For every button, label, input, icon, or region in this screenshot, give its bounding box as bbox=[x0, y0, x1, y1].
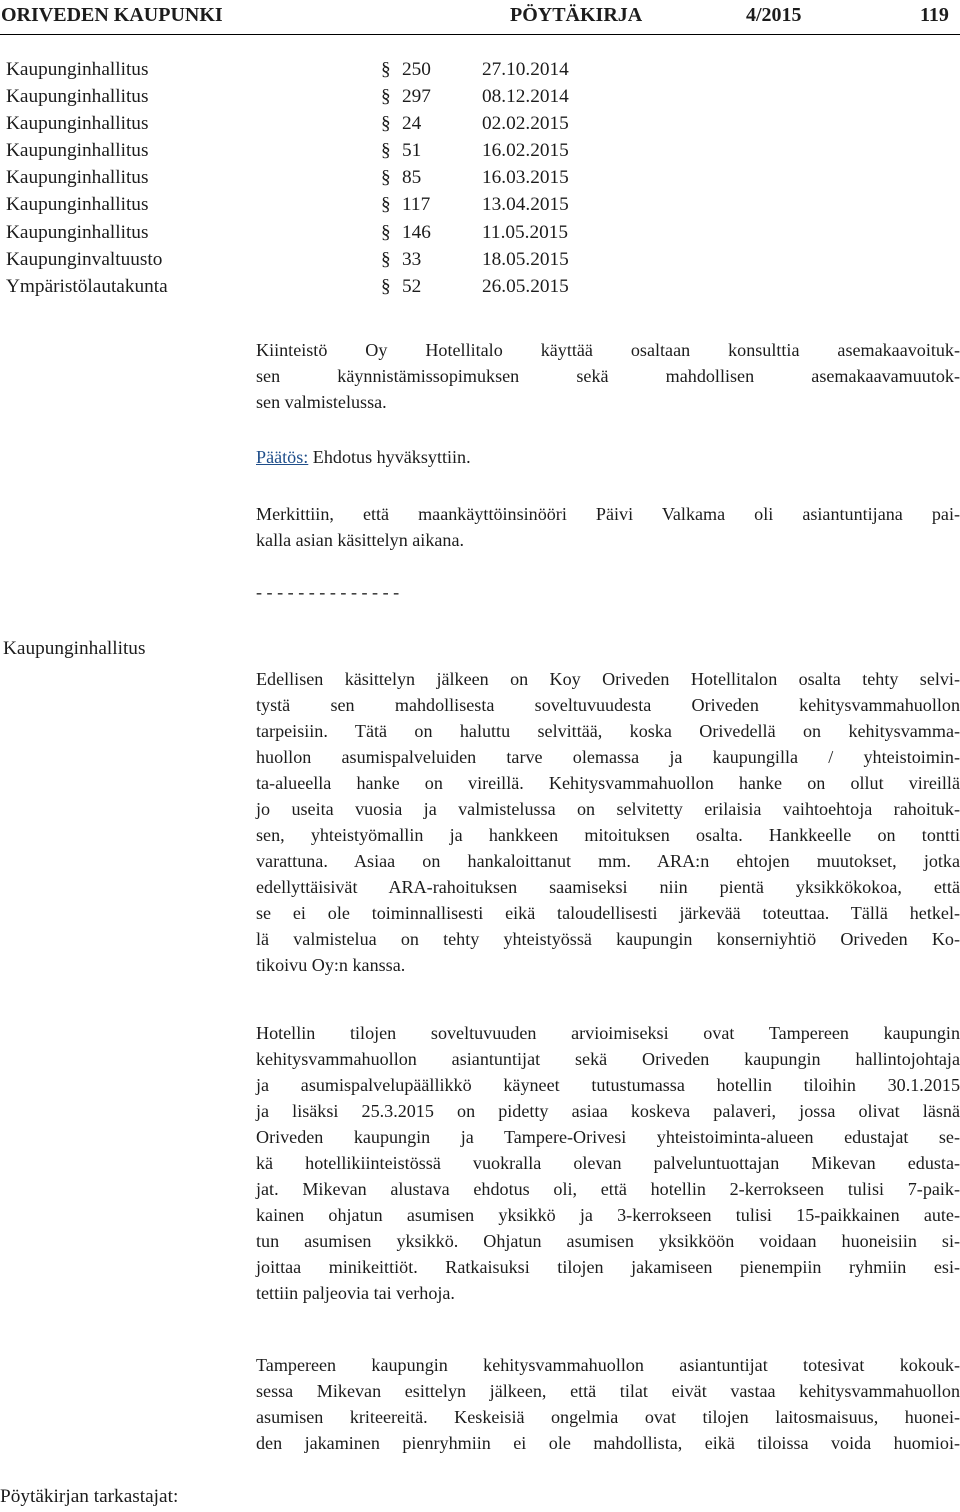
reference-body: Kaupunginhallitus bbox=[6, 59, 149, 80]
intro-paragraph bbox=[256, 337, 960, 415]
reference-number: 146 bbox=[402, 221, 431, 243]
reference-body: Kaupunginhallitus bbox=[6, 86, 149, 108]
text-line: jat. Mikevan alustava ehdotus oli, että hotellin 2-kerrokseen tulisi 7-paik- bbox=[256, 1179, 960, 1199]
text-line: Hotellin tilojen soveltuvuuden arvioimiseksi ovat Tampereen kaupungin bbox=[256, 1023, 960, 1043]
page-number: 119 bbox=[920, 4, 949, 26]
reference-number: 85 bbox=[402, 167, 422, 189]
text-line: sen, yhteistyömallin ja hankkeen mitoituksen osalta. Hankkeelle on tontti bbox=[256, 825, 960, 845]
reference-row bbox=[0, 164, 700, 191]
text-line: tikoivu Oy:n kanssa. bbox=[256, 955, 406, 975]
text-line: kalla asian käsittelyn aikana. bbox=[256, 530, 464, 550]
text-line: jo useita vuosia ja valmistelussa on selvitetty erilaisia vaihtoehtoja rahoituk- bbox=[256, 799, 960, 819]
reference-body: Kaupunginhallitus bbox=[6, 221, 149, 243]
section-sign: § bbox=[381, 248, 391, 270]
reference-row bbox=[0, 137, 700, 164]
reference-number: 33 bbox=[402, 248, 422, 270]
text-line: Tampereen kaupungin kehitysvammahuollon asiantuntijat totesivat kokouk- bbox=[256, 1355, 960, 1375]
text-line: Oriveden kaupungin ja Tampere-Orivesi yhteistoiminta-alueen edustajat se- bbox=[256, 1127, 960, 1147]
reviewers-label: Pöytäkirjan tarkastajat: bbox=[0, 1486, 179, 1507]
text-line: sen valmistelussa. bbox=[256, 392, 387, 412]
text-line: kehitysvammahuollon asiantuntijat sekä Oriveden kaupungin hallintojohtaja bbox=[256, 1049, 960, 1069]
reference-date: 27.10.2014 bbox=[482, 59, 569, 80]
text-line: sen käynnistämissopimuksen sekä mahdollisen asemakaavamuutok- bbox=[256, 366, 960, 386]
reference-number: 250 bbox=[402, 59, 431, 80]
reference-body: Kaupunginhallitus bbox=[6, 113, 149, 135]
issue-number: 4/2015 bbox=[746, 4, 802, 26]
reference-row bbox=[0, 191, 700, 218]
text-line: lä valmistelua on tehty yhteistyössä kaupungin konserniyhtiö Oriveden Ko- bbox=[256, 929, 960, 949]
text-line: sessa Mikevan esittelyn jälkeen, että tilat eivät vastaa kehitysvammahuollon bbox=[256, 1381, 960, 1401]
text-line: kainen ohjatun asumisen yksikkö ja 3-kerrokseen tulisi 15-paikkainen aute- bbox=[256, 1205, 960, 1225]
text-line: se ei ole toiminnallisesti eikä taloudellisesti järkevää toteuttaa. Tällä hetkel- bbox=[256, 903, 960, 923]
text-line: kä hotellikiinteistössä vuokralla olevan palveluntuottajan Mikevan edusta- bbox=[256, 1153, 960, 1173]
text-line: Merkittiin, että maankäyttöinsinööri Päivi Valkama oli asiantuntijana pai- bbox=[256, 504, 960, 524]
section-sign: § bbox=[381, 167, 391, 189]
text-line: den jakaminen pienryhmiin ei ole mahdollista, eikä tiloissa voida huomioi- bbox=[256, 1433, 960, 1453]
decision-line bbox=[256, 444, 960, 470]
reference-row bbox=[0, 110, 700, 137]
paragraph-3 bbox=[256, 1352, 960, 1456]
reference-row bbox=[0, 83, 700, 110]
reference-row bbox=[0, 219, 700, 246]
reference-date: 16.03.2015 bbox=[482, 167, 569, 189]
reference-row bbox=[0, 56, 700, 83]
decision-text: Ehdotus hyväksyttiin. bbox=[308, 447, 471, 467]
paragraph-2 bbox=[256, 1020, 960, 1306]
reference-date: 02.02.2015 bbox=[482, 113, 569, 135]
text-line: Edellisen käsittelyn jälkeen on Koy Oriveden Hotellitalon osalta tehty selvi- bbox=[256, 669, 960, 689]
reference-body: Kaupunginhallitus bbox=[6, 140, 149, 162]
text-line: tarpeisiin. Tätä on haluttu selvittää, koska Orivedellä on kehitysvamma- bbox=[256, 721, 960, 741]
text-line: ja lisäksi 25.3.2015 on pidetty asiaa koskeva palaveri, jossa olivat läsnä bbox=[256, 1101, 960, 1121]
reference-row bbox=[0, 246, 700, 273]
reference-date: 16.02.2015 bbox=[482, 140, 569, 162]
reference-date: 26.05.2015 bbox=[482, 275, 569, 297]
text-line: ja asumispalvelupäällikkö käyneet tutustumassa hotellin tiloihin 30.1.2015 bbox=[256, 1075, 960, 1095]
reference-number: 52 bbox=[402, 275, 422, 297]
side-heading: Kaupunginhallitus bbox=[3, 638, 146, 659]
text-line: edellyttäisivät ARA-rahoituksen saamiseksi niin pientä yksikkökokoa, että bbox=[256, 877, 960, 897]
section-sign: § bbox=[381, 275, 391, 297]
reference-number: 297 bbox=[402, 86, 431, 108]
text-line: tystä sen mahdollisesta soveltuvuudesta Oriveden kehitysvammahuollon bbox=[256, 695, 960, 715]
section-sign: § bbox=[381, 194, 391, 216]
organization-name: ORIVEDEN KAUPUNKI bbox=[1, 4, 223, 26]
text-line: ta-alueella hanke on vireillä. Kehitysvammahuollon hanke on ollut vireillä bbox=[256, 773, 960, 793]
section-sign: § bbox=[381, 221, 391, 243]
text-line: Kiinteistö Oy Hotellitalo käyttää osaltaan konsulttia asemakaavoituk- bbox=[256, 340, 960, 360]
section-separator: - - - - - - - - - - - - - - bbox=[256, 582, 400, 602]
page-header bbox=[0, 0, 960, 35]
reference-date: 13.04.2015 bbox=[482, 194, 569, 216]
reference-body: Kaupunginvaltuusto bbox=[6, 248, 163, 270]
reference-date: 18.05.2015 bbox=[482, 248, 569, 270]
reference-date: 11.05.2015 bbox=[482, 221, 569, 243]
text-line: varattuna. Asiaa on hankaloittanut mm. ARA:n ehtojen muutokset, jotka bbox=[256, 851, 960, 871]
reference-number: 24 bbox=[402, 113, 422, 135]
text-line: huollon asumispalveluiden tarve olemassa ja kaupungilla / yhteistoimin- bbox=[256, 747, 960, 767]
text-line: asumisen kriteereitä. Keskeisiä ongelmia ovat tilojen laitosmaisuus, huonei- bbox=[256, 1407, 960, 1427]
document-type: PÖYTÄKIRJA bbox=[510, 4, 643, 26]
reference-body: Kaupunginhallitus bbox=[6, 194, 149, 216]
reference-row bbox=[0, 273, 700, 300]
section-sign: § bbox=[381, 86, 391, 108]
reference-list bbox=[0, 56, 700, 300]
reference-number: 51 bbox=[402, 140, 422, 162]
section-sign: § bbox=[381, 140, 391, 162]
text-line: joittaa minikeittiöt. Ratkaisuksi tilojen jakamiseen pienempiin ryhmiin esi- bbox=[256, 1257, 960, 1277]
reference-body: Ympäristölautakunta bbox=[6, 275, 168, 297]
paragraph-1 bbox=[256, 666, 960, 978]
section-sign: § bbox=[381, 113, 391, 135]
decision-label: Päätös: bbox=[256, 447, 309, 467]
reference-body: Kaupunginhallitus bbox=[6, 167, 149, 189]
reference-date: 08.12.2014 bbox=[482, 86, 569, 108]
text-line: tettiin paljeovia tai verhoja. bbox=[256, 1283, 455, 1303]
reference-number: 117 bbox=[402, 194, 431, 216]
note-paragraph bbox=[256, 501, 960, 553]
text-line: tun asumisen yksikkö. Ohjatun asumisen yksikköön voidaan huoneisiin si- bbox=[256, 1231, 960, 1251]
section-sign: § bbox=[381, 59, 391, 80]
